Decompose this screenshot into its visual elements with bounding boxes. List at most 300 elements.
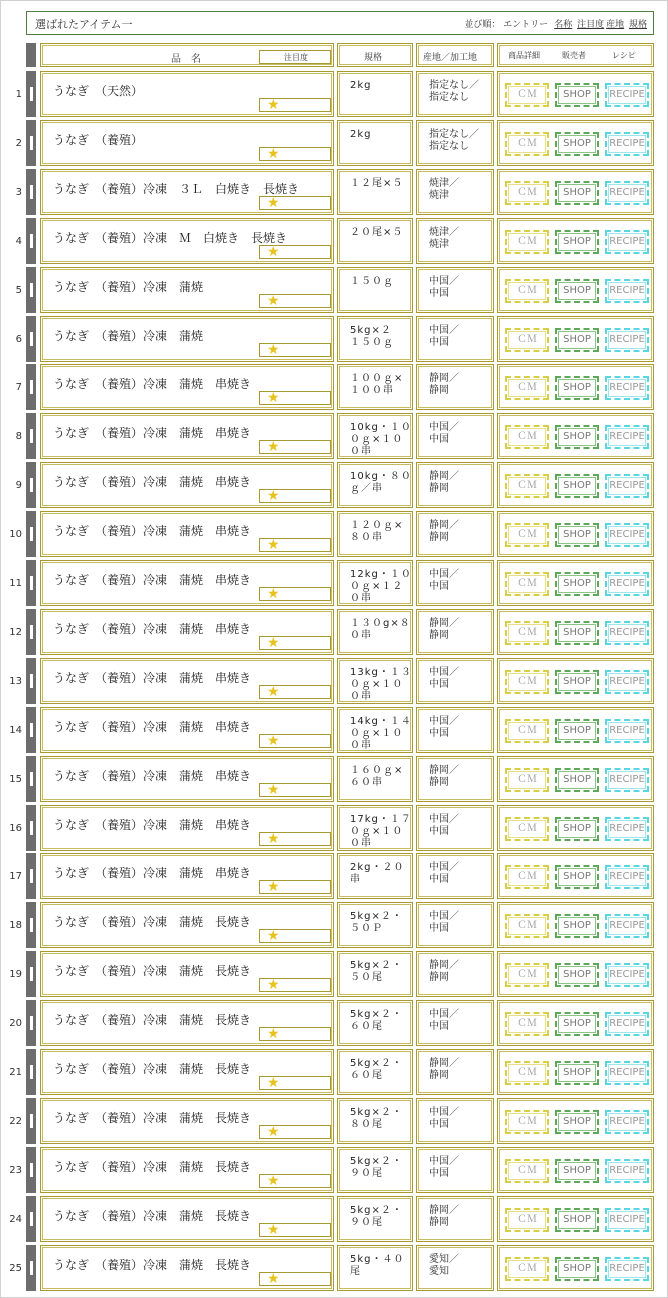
recipe-button[interactable]: RECIPE [605,963,649,987]
recipe-button[interactable]: RECIPE [605,817,649,841]
sort-label: 並び順： エントリー [464,20,549,30]
attention-meter [259,1027,331,1041]
row-handle[interactable] [26,609,36,655]
cm-button[interactable]: ＣＭ [505,1061,549,1085]
shop-button[interactable]: SHOP [555,621,599,645]
header-detail: 商品詳細 [508,51,540,60]
attention-meter [259,880,331,894]
item-name-link[interactable]: うなぎ （養殖）冷凍 蒲焼 串焼き [53,769,252,783]
row-number: 2 [15,138,22,149]
item-name-cell [40,267,334,313]
item-origin-cell [416,951,494,997]
row-number: 8 [15,431,22,442]
attention-meter [259,147,331,161]
recipe-button[interactable]: RECIPE [605,1061,649,1085]
item-origin: 静岡／ 静岡 [429,1058,459,1081]
shop-button[interactable]: SHOP [555,1012,599,1036]
item-actions-cell [497,1196,654,1242]
item-spec: ２０尾×５ [350,227,404,238]
row-number: 15 [9,774,22,785]
item-actions-cell [497,560,654,606]
shop-button[interactable]: SHOP [555,1159,599,1183]
recipe-button[interactable]: RECIPE [605,425,649,449]
cm-button[interactable]: ＣＭ [505,719,549,743]
item-spec: 10kg・８０ｇ／串 [350,471,412,494]
item-spec-cell [337,364,413,410]
shop-button[interactable]: SHOP [555,1257,599,1281]
item-origin-cell [416,707,494,753]
item-spec: １００ｇ×１００串 [350,373,404,396]
item-name-cell [40,1000,334,1046]
item-spec-cell [337,609,413,655]
item-name-link[interactable]: うなぎ （養殖）冷凍 蒲焼 串焼き [53,818,252,832]
item-origin-cell [416,511,494,557]
star-icon: ★ [267,635,280,651]
item-origin-cell [416,1147,494,1193]
item-name-cell [40,316,334,362]
shop-button[interactable]: SHOP [555,83,599,107]
star-icon: ★ [267,1026,280,1042]
attention-meter [259,783,331,797]
row-handle[interactable] [26,316,36,362]
row-number: 7 [15,382,22,393]
item-origin-cell [416,902,494,948]
item-spec: １２尾×５ [350,178,404,189]
item-origin-cell [416,1196,494,1242]
cm-button[interactable]: ＣＭ [505,817,549,841]
recipe-button[interactable]: RECIPE [605,572,649,596]
recipe-button[interactable]: RECIPE [605,1257,649,1281]
table-row [0,316,668,362]
item-spec-cell [337,902,413,948]
item-name-cell [40,364,334,410]
recipe-button[interactable]: RECIPE [605,279,649,303]
item-name-link[interactable]: うなぎ （養殖） [53,133,144,147]
item-spec-cell [337,1196,413,1242]
shop-button[interactable]: SHOP [555,474,599,498]
row-handle[interactable] [26,120,36,166]
cm-button[interactable]: ＣＭ [505,132,549,156]
row-handle-mark [30,723,33,737]
row-number: 13 [9,676,22,687]
row-handle[interactable] [26,511,36,557]
row-number: 20 [9,1018,22,1029]
star-icon: ★ [267,1075,280,1091]
item-name-link[interactable]: うなぎ （養殖）冷凍 蒲焼 長焼き [53,1062,252,1076]
item-name-link[interactable]: うなぎ （養殖）冷凍 蒲焼 串焼き [53,671,252,685]
item-spec-cell [337,267,413,313]
shop-button[interactable]: SHOP [555,1061,599,1085]
star-icon: ★ [267,97,280,113]
item-name-link[interactable]: うなぎ （養殖）冷凍 蒲焼 串焼き [53,622,252,636]
item-name-link[interactable]: うなぎ （養殖）冷凍 蒲焼 長焼き [53,1111,252,1125]
item-origin-cell [416,462,494,508]
row-handle[interactable] [26,413,36,459]
star-icon: ★ [267,928,280,944]
table-row [0,853,668,899]
item-origin-cell [416,805,494,851]
item-name-link[interactable]: うなぎ （養殖）冷凍 蒲焼 長焼き [53,1160,252,1174]
star-icon: ★ [267,439,280,455]
item-spec: 13kg・１３０ｇ×１００串 [350,667,412,702]
item-actions-cell [497,364,654,410]
cm-button[interactable]: ＣＭ [505,865,549,889]
cm-button[interactable]: ＣＭ [505,474,549,498]
item-spec-cell [337,71,413,117]
recipe-button[interactable]: RECIPE [605,181,649,205]
row-number: 10 [9,529,22,540]
item-name-link[interactable]: うなぎ （養殖）冷凍 蒲焼 [53,329,204,343]
item-name-link[interactable]: うなぎ （養殖）冷凍 蒲焼 串焼き [53,573,252,587]
cm-button[interactable]: ＣＭ [505,768,549,792]
row-handle[interactable] [26,71,36,117]
header-origin: 産地／加工地 [423,53,478,63]
cm-button[interactable]: ＣＭ [505,279,549,303]
recipe-button[interactable]: RECIPE [605,83,649,107]
item-name-link[interactable]: うなぎ （養殖）冷凍 蒲焼 長焼き [53,964,252,978]
row-handle[interactable] [26,1147,36,1193]
attention-meter [259,636,331,650]
item-spec: 5kg×２・９０尾 [350,1156,403,1179]
item-origin-cell [416,756,494,802]
row-handle[interactable] [26,364,36,410]
attention-meter [259,440,331,454]
attention-meter [259,587,331,601]
row-handle[interactable] [26,1098,36,1144]
shop-button[interactable]: SHOP [555,1208,599,1232]
item-name-link[interactable]: うなぎ （養殖）冷凍 蒲焼 長焼き [53,1258,252,1272]
recipe-button[interactable]: RECIPE [605,719,649,743]
item-spec-cell [337,1098,413,1144]
row-number: 12 [9,627,22,638]
row-handle[interactable] [26,1049,36,1095]
row-handle[interactable] [26,1245,36,1291]
item-actions-cell [497,316,654,362]
sort-by-spec-link[interactable]: 規格 [628,20,647,30]
item-origin: 中国／ 中国 [429,1107,459,1130]
item-origin: 中国／ 中国 [429,814,459,837]
item-actions-cell [497,413,654,459]
item-name-cell [40,902,334,948]
item-spec-cell [337,316,413,362]
item-spec: １６０ｇ×６０串 [350,765,404,788]
cm-button[interactable]: ＣＭ [505,181,549,205]
item-name-link[interactable]: うなぎ （養殖）冷凍 Ｍ 白焼き 長焼き [53,231,288,245]
item-origin-cell [416,1245,494,1291]
row-number: 22 [9,1116,22,1127]
row-handle-mark [30,527,33,541]
item-name-cell [40,756,334,802]
item-spec: 5kg×２・５０Ｐ [350,911,403,934]
recipe-button[interactable]: RECIPE [605,1110,649,1134]
star-icon: ★ [267,879,280,895]
cm-button[interactable]: ＣＭ [505,425,549,449]
row-handle[interactable] [26,462,36,508]
item-origin-cell [416,560,494,606]
shop-button[interactable]: SHOP [555,963,599,987]
item-origin: 中国／ 中国 [429,569,459,592]
item-name-link[interactable]: うなぎ （養殖）冷凍 蒲焼 串焼き [53,377,252,391]
item-origin-cell [416,169,494,215]
attention-meter [259,196,331,210]
item-name-link[interactable]: うなぎ （養殖）冷凍 蒲焼 串焼き [53,720,252,734]
table-row [0,462,668,508]
item-spec: 5kg×２・６０尾 [350,1058,403,1081]
item-name-cell [40,218,334,264]
header-name-cell [40,43,334,67]
table-row [0,1147,668,1193]
recipe-button[interactable]: RECIPE [605,768,649,792]
header-seller: 販売者 [562,51,586,60]
shop-button[interactable]: SHOP [555,865,599,889]
item-spec-cell [337,511,413,557]
item-actions-cell [497,805,654,851]
cm-button[interactable]: ＣＭ [505,1257,549,1281]
row-handle-mark [30,1212,33,1226]
item-actions-cell [497,462,654,508]
table-row [0,1245,668,1291]
header-buttons-cell [497,43,654,67]
recipe-button[interactable]: RECIPE [605,1208,649,1232]
item-origin-cell [416,120,494,166]
item-spec: 5kg×２・８０尾 [350,1107,403,1130]
recipe-button[interactable]: RECIPE [605,230,649,254]
cm-button[interactable]: ＣＭ [505,230,549,254]
star-icon: ★ [267,1222,280,1238]
row-number: 11 [9,578,22,589]
item-spec: 14kg・１４０ｇ×１００串 [350,716,412,751]
recipe-button[interactable]: RECIPE [605,865,649,889]
item-name-link[interactable]: うなぎ （養殖）冷凍 蒲焼 長焼き [53,1013,252,1027]
row-handle-mark [30,1065,33,1079]
item-actions-cell [497,609,654,655]
item-origin: 中国／ 中国 [429,862,459,885]
item-actions-cell [497,169,654,215]
shop-button[interactable]: SHOP [555,1110,599,1134]
row-handle-mark [30,1163,33,1177]
row-handle[interactable] [26,267,36,313]
star-icon: ★ [267,390,280,406]
item-origin-cell [416,413,494,459]
cm-button[interactable]: ＣＭ [505,670,549,694]
table-row [0,364,668,410]
recipe-button[interactable]: RECIPE [605,328,649,352]
sort-by-name-link[interactable]: 名称 [554,20,573,30]
shop-button[interactable]: SHOP [555,768,599,792]
item-origin: 中国／ 中国 [429,325,459,348]
item-name-link[interactable]: うなぎ （養殖）冷凍 蒲焼 串焼き [53,475,252,489]
table-row [0,511,668,557]
item-name-cell [40,120,334,166]
row-handle[interactable] [26,805,36,851]
item-origin-cell [416,658,494,704]
star-icon: ★ [267,831,280,847]
row-handle-mark [30,918,33,932]
cm-button[interactable]: ＣＭ [505,376,549,400]
item-actions-cell [497,1049,654,1095]
recipe-button[interactable]: RECIPE [605,523,649,547]
item-origin: 中国／ 中国 [429,911,459,934]
item-actions-cell [497,902,654,948]
item-actions-cell [497,756,654,802]
item-spec: 2kg [350,80,372,91]
item-name-link[interactable]: うなぎ （養殖）冷凍 ３Ｌ 白焼き 長焼き [53,182,300,196]
shop-button[interactable]: SHOP [555,425,599,449]
item-actions-cell [497,1245,654,1291]
title-bar [26,11,654,35]
row-handle-mark [30,87,33,101]
shop-button[interactable]: SHOP [555,572,599,596]
shop-button[interactable]: SHOP [555,132,599,156]
sort-by-attention-link[interactable]: 注目度 [577,20,605,30]
item-name-link[interactable]: うなぎ （養殖）冷凍 蒲焼 [53,280,204,294]
row-number: 6 [15,334,22,345]
item-name-cell [40,951,334,997]
item-spec-cell [337,462,413,508]
header-attention: 注目度 [284,53,308,62]
item-actions-cell [497,707,654,753]
row-handle[interactable] [26,902,36,948]
table-row [0,218,668,264]
row-handle[interactable] [26,951,36,997]
item-spec: １２０ｇ×８０串 [350,520,404,543]
row-number: 19 [9,969,22,980]
item-name-link[interactable]: うなぎ （天然） [53,84,144,98]
row-handle[interactable] [26,658,36,704]
row-handle[interactable] [26,707,36,753]
item-name-cell [40,853,334,899]
shop-button[interactable]: SHOP [555,670,599,694]
attention-meter [259,391,331,405]
item-name-link[interactable]: うなぎ （養殖）冷凍 蒲焼 串焼き [53,426,252,440]
cm-button[interactable]: ＣＭ [505,1208,549,1232]
item-name-cell [40,707,334,753]
item-name-cell [40,1147,334,1193]
item-origin-cell [416,1000,494,1046]
item-origin: 愛知／ 愛知 [429,1254,459,1277]
shop-button[interactable]: SHOP [555,914,599,938]
star-icon: ★ [267,1124,280,1140]
item-spec: 5kg×２ １５０ｇ [350,325,403,348]
recipe-button[interactable]: RECIPE [605,376,649,400]
recipe-button[interactable]: RECIPE [605,132,649,156]
table-row [0,1049,668,1095]
attention-meter [259,685,331,699]
row-number: 24 [9,1214,22,1225]
recipe-button[interactable]: RECIPE [605,914,649,938]
cm-button[interactable]: ＣＭ [505,83,549,107]
row-handle[interactable] [26,756,36,802]
row-number: 18 [9,920,22,931]
shop-button[interactable]: SHOP [555,376,599,400]
recipe-button[interactable]: RECIPE [605,474,649,498]
row-handle-mark [30,185,33,199]
item-origin: 静岡／ 静岡 [429,471,459,494]
shop-button[interactable]: SHOP [555,523,599,547]
table-row [0,560,668,606]
attention-meter [259,832,331,846]
item-name-link[interactable]: うなぎ （養殖）冷凍 蒲焼 串焼き [53,866,252,880]
shop-button[interactable]: SHOP [555,279,599,303]
row-handle-mark [30,234,33,248]
row-handle-mark [30,967,33,981]
table-row [0,658,668,704]
row-handle-mark [30,283,33,297]
shop-button[interactable]: SHOP [555,719,599,743]
row-handle[interactable] [26,1196,36,1242]
row-number: 17 [9,871,22,882]
row-number: 3 [15,187,22,198]
item-origin: 静岡／ 静岡 [429,1205,459,1228]
row-handle-mark [30,1016,33,1030]
item-spec-cell [337,1245,413,1291]
recipe-button[interactable]: RECIPE [605,1159,649,1183]
item-name-link[interactable]: うなぎ （養殖）冷凍 蒲焼 長焼き [53,915,252,929]
table-row [0,169,668,215]
item-spec-cell [337,951,413,997]
row-handle-mark [30,136,33,150]
row-number: 25 [9,1263,22,1274]
attention-meter [259,538,331,552]
attention-meter [259,1125,331,1139]
item-origin: 静岡／ 静岡 [429,618,459,641]
table-row [0,1196,668,1242]
item-name-link[interactable]: うなぎ （養殖）冷凍 蒲焼 長焼き [53,1209,252,1223]
cm-button[interactable]: ＣＭ [505,523,549,547]
sort-by-origin-link[interactable]: 産地 [606,20,625,30]
cm-button[interactable]: ＣＭ [505,1110,549,1134]
cm-button[interactable]: ＣＭ [505,1012,549,1036]
table-row [0,805,668,851]
row-handle[interactable] [26,1000,36,1046]
shop-button[interactable]: SHOP [555,230,599,254]
row-handle[interactable] [26,853,36,899]
item-spec: 10kg・１００ｇ×１００串 [350,422,412,457]
recipe-button[interactable]: RECIPE [605,670,649,694]
cm-button[interactable]: ＣＭ [505,621,549,645]
row-handle-mark [30,625,33,639]
cm-button[interactable]: ＣＭ [505,572,549,596]
item-name-cell [40,1049,334,1095]
table-row [0,609,668,655]
row-handle[interactable] [26,560,36,606]
item-origin: 指定なし／ 指定なし [429,80,479,103]
table-row [0,1000,668,1046]
item-actions-cell [497,1098,654,1144]
row-handle[interactable] [26,218,36,264]
row-handle[interactable] [26,169,36,215]
item-name-cell [40,658,334,704]
attention-meter [259,1223,331,1237]
star-icon: ★ [267,488,280,504]
header-spec-cell [337,43,413,67]
cm-button[interactable]: ＣＭ [505,328,549,352]
cm-button[interactable]: ＣＭ [505,914,549,938]
cm-button[interactable]: ＣＭ [505,1159,549,1183]
attention-meter [259,294,331,308]
shop-button[interactable]: SHOP [555,817,599,841]
recipe-button[interactable]: RECIPE [605,621,649,645]
item-origin-cell [416,267,494,313]
shop-button[interactable]: SHOP [555,328,599,352]
cm-button[interactable]: ＣＭ [505,963,549,987]
shop-button[interactable]: SHOP [555,181,599,205]
recipe-button[interactable]: RECIPE [605,1012,649,1036]
item-origin: 中国／ 中国 [429,667,459,690]
star-icon: ★ [267,684,280,700]
item-name-link[interactable]: うなぎ （養殖）冷凍 蒲焼 串焼き [53,524,252,538]
attention-meter [259,734,331,748]
